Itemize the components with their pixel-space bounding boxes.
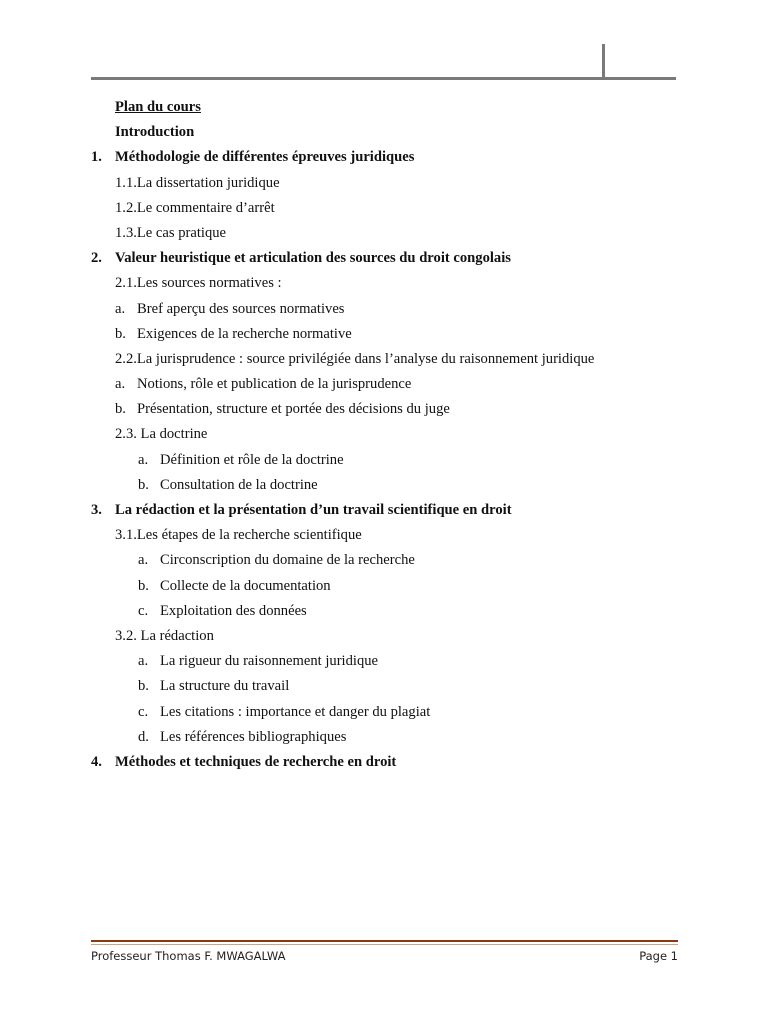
line-text: 2.2.La jurisprudence : source privilégiée dans l’analyse du raisonnement juridique <box>115 350 595 367</box>
outline-item <box>91 473 691 498</box>
subsection-line <box>91 196 691 221</box>
outline-item <box>91 599 691 624</box>
list-marker: 1. <box>91 149 102 166</box>
outline-list <box>91 120 691 775</box>
subsection-line <box>91 271 691 296</box>
outline-item <box>91 674 691 699</box>
list-marker: c. <box>138 703 149 720</box>
line-text: Définition et rôle de la doctrine <box>160 451 344 468</box>
list-marker: 2. <box>91 250 102 267</box>
line-text: Méthodes et techniques de recherche en droit <box>115 753 397 770</box>
list-marker: b. <box>138 577 149 594</box>
list-marker: a. <box>138 653 149 670</box>
outline-item <box>91 120 691 145</box>
subsection-line <box>91 523 691 548</box>
line-text: Bref aperçu des sources normatives <box>137 300 345 317</box>
line-text: Les références bibliographiques <box>160 728 347 745</box>
list-marker: d. <box>138 728 149 745</box>
header-tick <box>602 44 605 79</box>
section-heading <box>91 246 691 271</box>
outline-item <box>91 397 691 422</box>
section-heading <box>91 498 691 523</box>
list-marker: a. <box>115 376 126 393</box>
outline-item <box>91 725 691 750</box>
line-text: Exploitation des données <box>160 602 307 619</box>
footer-page-number: Page 1 <box>639 949 678 963</box>
line-text: Introduction <box>115 124 195 141</box>
header-rule <box>91 77 676 80</box>
list-marker: a. <box>138 451 149 468</box>
list-marker: a. <box>138 552 149 569</box>
line-text: 1.1.La dissertation juridique <box>115 174 280 191</box>
list-marker: b. <box>115 401 126 418</box>
line-text: Exigences de la recherche normative <box>137 325 352 342</box>
outline-item <box>91 574 691 599</box>
section-heading <box>91 145 691 170</box>
outline-item <box>91 297 691 322</box>
footer-rule <box>91 940 678 942</box>
outline-title: Plan du cours <box>115 99 201 115</box>
line-text: 1.3.Le cas pratique <box>115 224 227 241</box>
outline-item <box>91 372 691 397</box>
page-footer <box>91 947 678 967</box>
line-text: Notions, rôle et publication de la jurisprudence <box>137 376 412 393</box>
line-text: La rédaction et la présentation d’un travail scientifique en droit <box>115 502 512 518</box>
line-text: 3.2. La rédaction <box>115 627 214 644</box>
line-text: Collecte de la documentation <box>160 577 331 594</box>
list-marker: a. <box>115 300 126 317</box>
list-marker: b. <box>115 325 126 342</box>
subsection-line <box>91 221 691 246</box>
line-text: La rigueur du raisonnement juridique <box>160 653 379 670</box>
line-text: 2.1.Les sources normatives : <box>115 275 282 292</box>
line-text: La structure du travail <box>160 678 290 695</box>
outline-item <box>91 448 691 473</box>
line-text: Présentation, structure et portée des décisions du juge <box>137 401 450 418</box>
subsection-line <box>91 347 691 372</box>
line-text: Circonscription du domaine de la recherche <box>160 552 415 569</box>
list-marker: c. <box>138 602 149 619</box>
course-outline <box>91 95 691 775</box>
line-text: 1.2.Le commentaire d’arrêt <box>115 199 275 216</box>
outline-item <box>91 700 691 725</box>
subsection-line <box>91 171 691 196</box>
footer-author: Professeur Thomas F. MWAGALWA <box>91 949 286 963</box>
outline-item <box>91 649 691 674</box>
list-marker: 3. <box>91 502 102 518</box>
line-text: Valeur heuristique et articulation des sources du droit congolais <box>115 250 511 267</box>
line-text: 2.3. La doctrine <box>115 426 208 443</box>
list-marker: 4. <box>91 753 102 770</box>
outline-title-line <box>91 95 691 120</box>
subsection-line <box>91 422 691 447</box>
line-text: 3.1.Les étapes de la recherche scientifique <box>115 527 362 544</box>
list-marker: b. <box>138 476 149 493</box>
line-text: Méthodologie de différentes épreuves juridiques <box>115 149 415 166</box>
section-heading <box>91 750 691 775</box>
subsection-line <box>91 624 691 649</box>
outline-item <box>91 548 691 573</box>
list-marker: b. <box>138 678 149 695</box>
line-text: Consultation de la doctrine <box>160 476 318 493</box>
line-text: Les citations : importance et danger du plagiat <box>160 703 431 720</box>
outline-item <box>91 322 691 347</box>
footer-rule-accent <box>91 944 678 945</box>
